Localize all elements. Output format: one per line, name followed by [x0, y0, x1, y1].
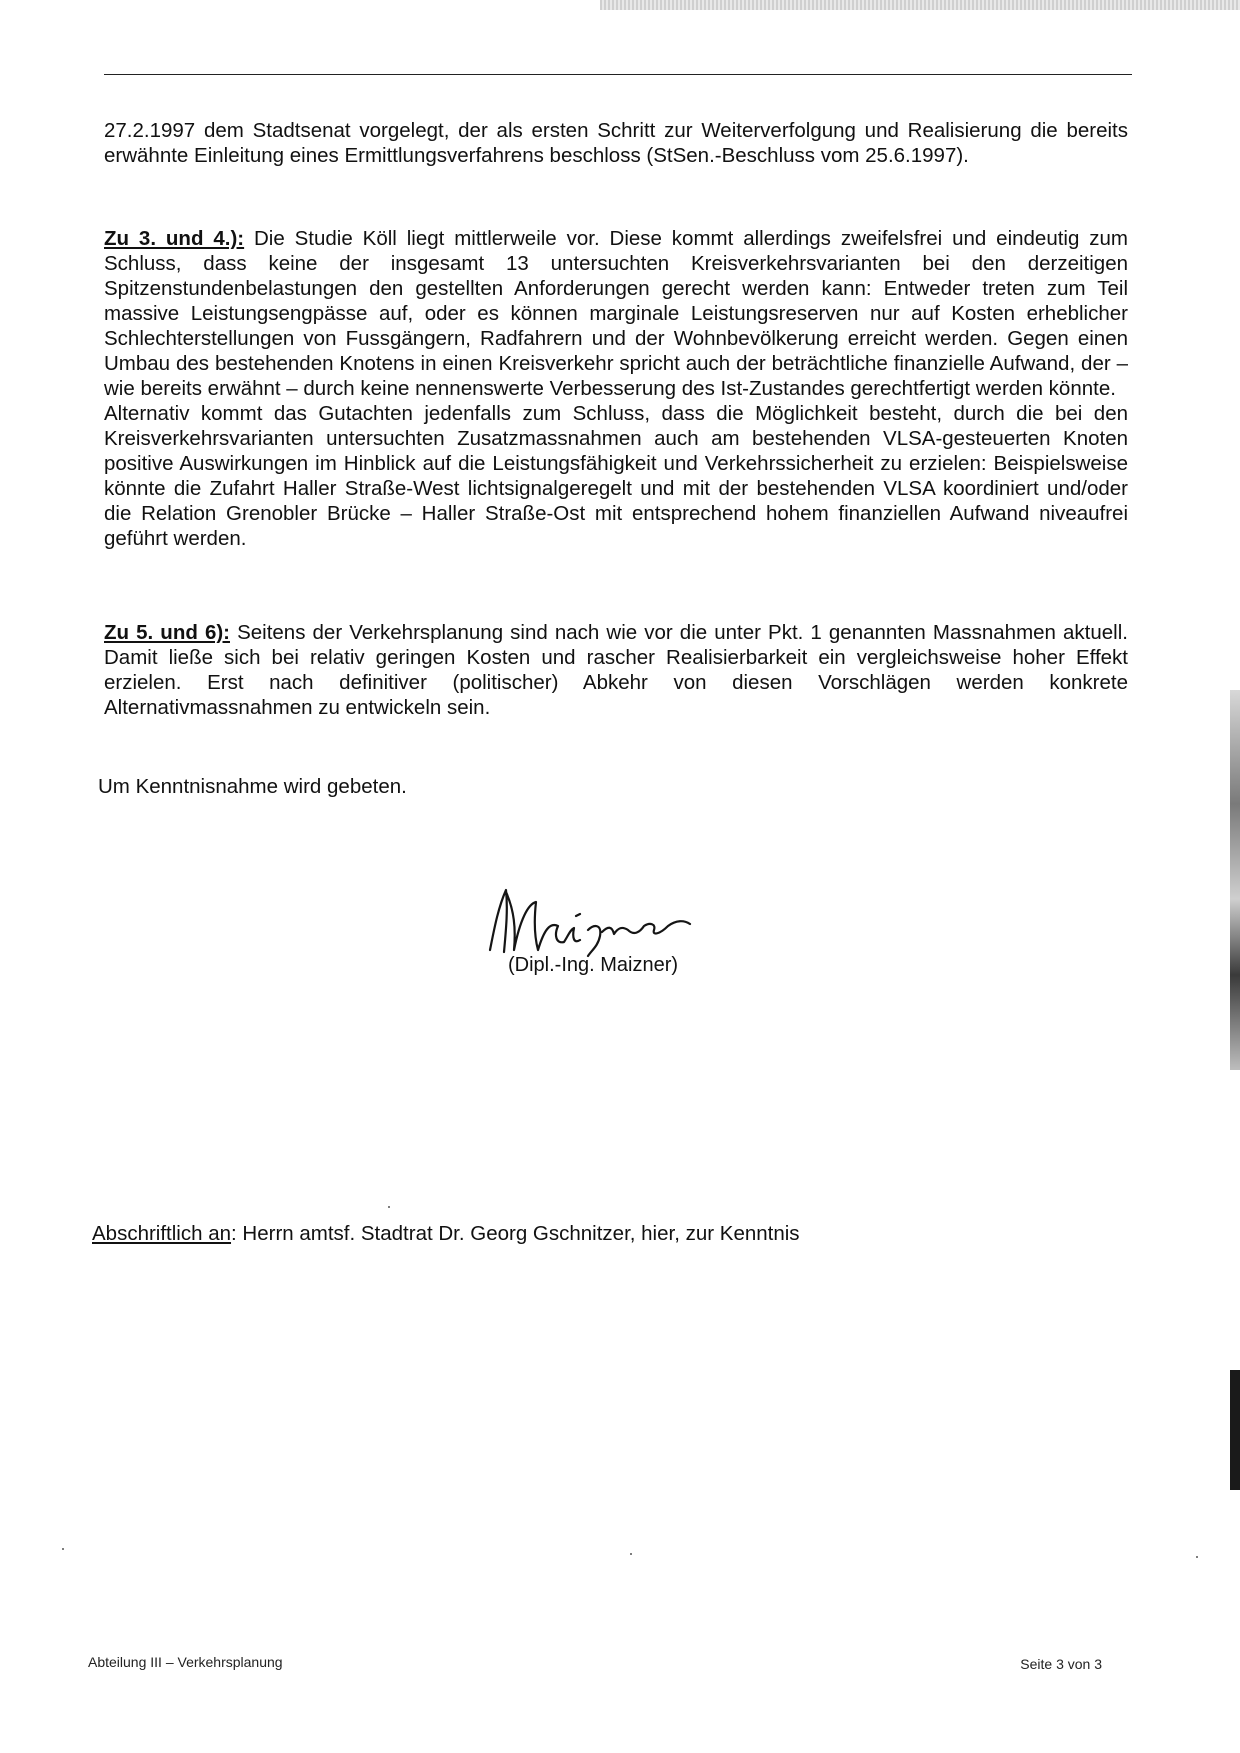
paragraph-2-lead: Zu 3. und 4.): [104, 227, 245, 250]
scan-speck [388, 1206, 390, 1208]
closing-line: Um Kenntnisnahme wird gebeten. [98, 775, 407, 798]
handwritten-signature [484, 880, 714, 960]
footer-page-number: Seite 3 von 3 [1020, 1656, 1102, 1672]
paragraph-3-text: Seitens der Verkehrsplanung sind nach wie vor die unter Pkt. 1 genannten Massnahmen aktuell. Damit ließe sich bei relativ geringen Kosten und rascher Realisierbarkeit ein vergleichsweise hoher Effekt erzielen. Erst nach definitiver (politischer) Abkehr von diesen Vorschlägen werden konkrete Alternativmassnahmen zu entwickeln sein. [104, 621, 1128, 719]
copy-label: Abschriftlich an [92, 1222, 232, 1245]
scan-speck [630, 1553, 632, 1555]
header-rule [104, 74, 1132, 75]
copy-recipient-line [92, 1222, 800, 1246]
copy-recipient: : Herrn amtsf. Stadtrat Dr. Georg Gschnitzer, hier, zur Kenntnis [231, 1222, 800, 1245]
scan-edge-right-dark [1230, 1370, 1240, 1490]
paragraph-3-lead: Zu 5. und 6): [104, 621, 230, 644]
paragraph-zu-5-6 [104, 620, 1128, 720]
paragraph-2-text-continued: Alternativ kommt das Gutachten jedenfalls zum Schluss, dass die Möglichkeit besteht, durch die bei den Kreisverkehrsvarianten untersuchten Zusatzmassnahmen auch am bestehenden VLSA-gesteuerten Knoten positive Auswirkungen im Hinblick auf die Leistungsfähigkeit und Verkehrssicherheit zu erzielen: Beispielsweise könnte die Zufahrt Haller Straße-West lichtsignalgeregelt und mit der bestehenden VLSA koordiniert und/oder die Relation Grenobler Brücke – Haller Straße-Ost mit entsprechend hohem finanziellen Aufwand niveaufrei geführt werden. [104, 402, 1128, 550]
paragraph-1-text: 27.2.1997 dem Stadtsenat vorgelegt, der als ersten Schritt zur Weiterverfolgung und Realisierung die bereits erwähnte Einleitung eines Ermittlungsverfahrens beschloss (StSen.-Beschluss vom 25.6.1997). [104, 119, 1128, 167]
scan-edge-right [1230, 690, 1240, 1070]
paragraph-2-text: Die Studie Köll liegt mittlerweile vor. Diese kommt allerdings zweifelsfrei und eindeutig zum Schluss, dass keine der insgesamt 13 untersuchten Kreisverkehrsvarianten bei den derzeitigen Spitzenstundenbelastungen den gestellten Anforderungen gerecht werden kann: Entweder treten zum Teil massive Leistungsengpässe auf, oder es können marginale Leistungsreserven nur auf Kosten erheblicher Schlechterstellungen von Fussgängern, Radfahrern und der Wohnbevölkerung erreicht werden. Gegen einen Umbau des bestehenden Knotens in einen Kreisverkehr spricht auch der beträchtliche finanzielle Aufwand, der – wie bereits erwähnt – durch keine nennenswerte Verbesserung des Ist-Zustandes gerechtfertigt werden könnte. [104, 227, 1128, 400]
scan-speck [62, 1548, 64, 1550]
signature-name: (Dipl.-Ing. Maizner) [508, 954, 679, 976]
scan-edge-top [600, 0, 1240, 10]
paragraph-continuation [104, 118, 1128, 168]
footer-department: Abteilung III – Verkehrsplanung [88, 1654, 283, 1670]
paragraph-zu-3-4 [104, 226, 1128, 551]
scan-speck [1196, 1556, 1198, 1558]
